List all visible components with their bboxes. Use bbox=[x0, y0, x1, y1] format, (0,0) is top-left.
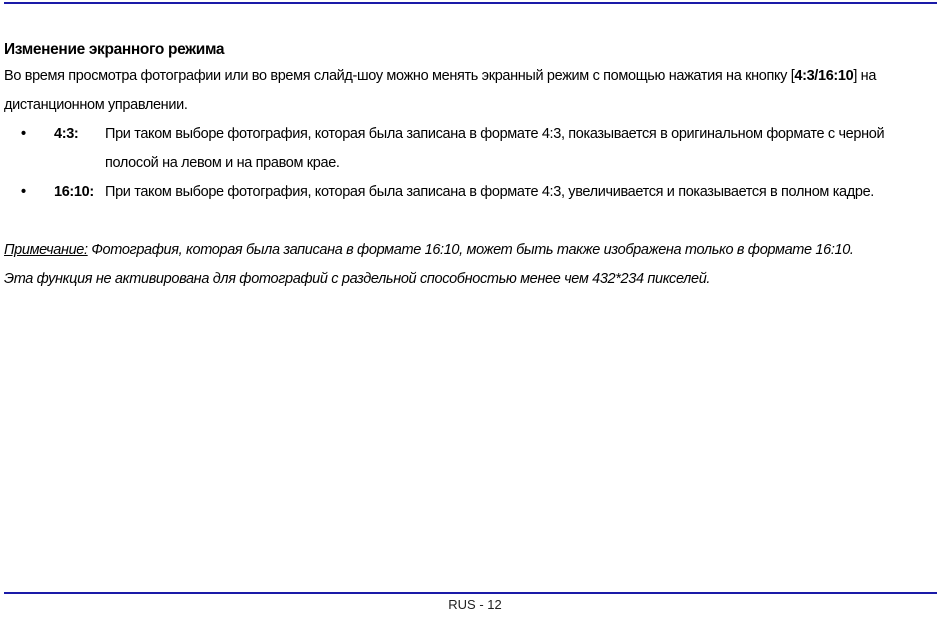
note-line-2: Эта функция не активирована для фотографий с раздельной способностью менее чем 432*234 пикселей. bbox=[4, 271, 711, 287]
note-text: Фотография, которая была записана в формате 16:10, может быть также изображена только в формате 16:10. bbox=[87, 242, 854, 258]
top-rule bbox=[4, 2, 937, 4]
list-item bbox=[4, 120, 940, 178]
note-label: Примечание: bbox=[4, 242, 88, 258]
list-item bbox=[4, 178, 940, 207]
remote-key-label: 4:3/16:10 bbox=[794, 68, 854, 84]
note-line-1 bbox=[4, 236, 940, 265]
intro-text-after: ] на дистанционном управлении. bbox=[4, 68, 877, 113]
intro-paragraph bbox=[4, 62, 940, 120]
mode-list bbox=[4, 120, 940, 207]
mode-term: 16:10: bbox=[54, 184, 94, 200]
mode-description: При таком выборе фотография, которая была записана в формате 4:3, увеличивается и показывается в полном кадре. bbox=[105, 184, 874, 200]
bullet-icon: • bbox=[21, 184, 26, 200]
mode-description: При таком выборе фотография, которая была записана в формате 4:3, показывается в оригинальном формате с черной полосой на левом и на правом крае. bbox=[105, 126, 885, 171]
note-block bbox=[4, 236, 940, 294]
mode-term: 4:3: bbox=[54, 126, 79, 142]
section-heading: Изменение экранного режима bbox=[4, 41, 225, 58]
intro-text-before: Во время просмотра фотографии или во время слайд-шоу можно менять экранный режим с помощью нажатия на кнопку [ bbox=[4, 68, 795, 84]
page-number: RUS - 12 bbox=[448, 597, 502, 612]
page-content bbox=[4, 38, 940, 294]
bottom-rule bbox=[4, 592, 937, 594]
bullet-icon: • bbox=[21, 126, 26, 142]
